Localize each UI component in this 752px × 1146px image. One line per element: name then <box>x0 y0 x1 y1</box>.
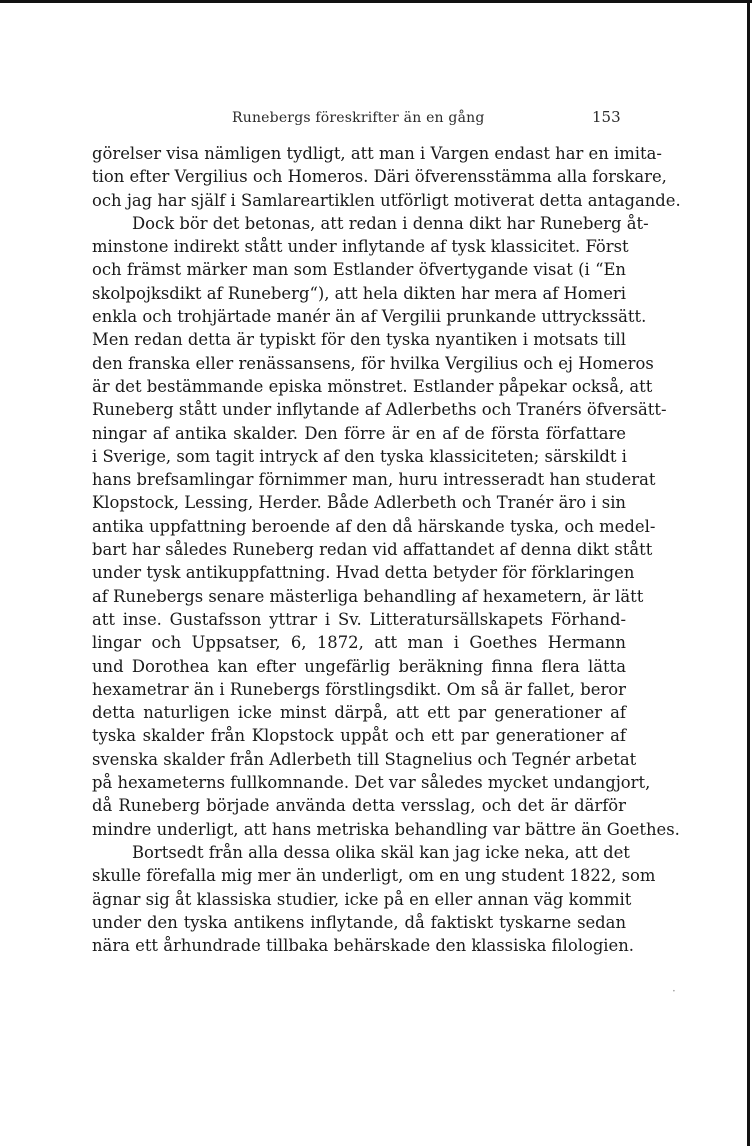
text-line: är det bestämmande episka mönstret. Estlander påpekar också, att <box>92 376 653 396</box>
page-number: 153 <box>592 108 621 126</box>
text-line: af Runebergs senare mästerliga behandling af hexametern, är lätt <box>92 586 644 606</box>
text-line: Men redan detta är typiskt för den tyska nyantiken i motsats till <box>92 330 626 350</box>
text-line: ägnar sig åt klassiska studier, icke på en eller annan väg kommit <box>92 889 632 909</box>
text-line: och främst märker man som Estlander öfvertygande visat (i “En <box>92 260 626 280</box>
text-line: görelser visa nämligen tydligt, att man i Vargen endast har en imita- <box>92 144 662 163</box>
text-line: svenska skalder från Adlerbeth till Stagnelius och Tegnér arbetat <box>92 749 637 769</box>
text-line: Runeberg stått under inflytande af Adlerbeths och Tranérs öfversätt- <box>92 400 667 420</box>
text-line: lingar och Uppsatser, 6, 1872, att man i Goethes Hermann <box>92 633 626 653</box>
text-line: den franska eller renässansens, för hvilka Vergilius och ej Homeros <box>92 353 654 373</box>
text-line: skulle förefalla mig mer än underligt, om en ung student 1822, som <box>92 866 656 886</box>
text-line: och jag har själf i Samlareartiklen utförligt motiverat detta antagande. <box>92 190 681 210</box>
running-title: Runebergs föreskrifter än en gång <box>232 110 485 126</box>
text-line: hexametrar än i Runebergs förstlingsdikt. Om så är fallet, beror <box>92 679 626 699</box>
text-line: ningar af antika skalder. Den förre är en af de första författare <box>92 423 626 443</box>
text-line: tion efter Vergilius och Homeros. Däri öfverensstämma alla forskare, <box>92 167 667 187</box>
text-line: antika uppfattning beroende af den då härskande tyska, och medel- <box>92 516 656 536</box>
text-line: tyska skalder från Klopstock uppåt och ett par generationer af <box>92 726 626 746</box>
text-line: nära ett århundrade tillbaka behärskade den klassiska filologien. <box>92 936 635 956</box>
text-line: då Runeberg började använda detta versslag, och det är därför <box>92 796 626 816</box>
text-line: minstone indirekt stått under inflytande af tysk klassicitet. Först <box>92 237 629 257</box>
text-line: under tysk antikuppfattning. Hvad detta betyder för förklaringen <box>92 563 635 583</box>
text-line: under den tyska antikens inflytande, då faktiskt tyskarne sedan <box>92 912 626 932</box>
text-line: mindre underligt, att hans metriska behandling var bättre än Goethes. <box>92 819 680 839</box>
text-line: på hexameterns fullkomnande. Det var således mycket undangjort, <box>92 773 651 793</box>
text-line: bart har således Runeberg redan vid affattandet af denna dikt stått <box>92 540 653 560</box>
text-line: detta naturligen icke minst därpå, att ett par generationer af <box>92 703 626 723</box>
text-line: att inse. Gustafsson yttrar i Sv. Litteratursällskapets Förhand- <box>92 609 626 629</box>
text-line: skolpojksdikt af Runeberg“), att hela dikten har mera af Homeri <box>92 283 626 303</box>
page-right-rule <box>747 0 750 1146</box>
scan-speck: · <box>672 984 676 998</box>
text-line: und Dorothea kan efter ungefärlig beräkning finna flera lätta <box>92 656 626 676</box>
body-text <box>92 142 681 957</box>
text-line: Dock bör det betonas, att redan i denna dikt har Runeberg åt- <box>132 213 649 233</box>
text-line: Bortsedt från alla dessa olika skäl kan jag icke neka, att det <box>132 842 630 862</box>
text-line: Klopstock, Lessing, Herder. Både Adlerbeth och Tranér äro i sin <box>92 493 626 513</box>
page-top-rule <box>0 0 752 3</box>
text-line: hans brefsamlingar förnimmer man, huru intresseradt han studerat <box>92 470 656 490</box>
text-line: i Sverige, som tagit intryck af den tyska klassiciteten; särskildt i <box>92 446 627 466</box>
text-line: enkla och trohjärtade manér än af Vergilii prunkande uttryckssätt. <box>92 307 647 327</box>
